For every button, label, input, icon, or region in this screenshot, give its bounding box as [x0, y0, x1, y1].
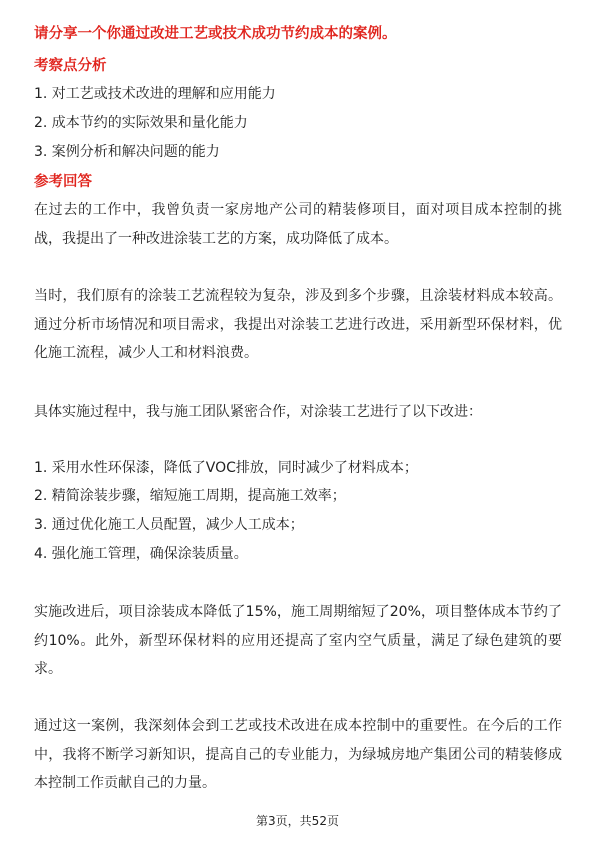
- analysis-item: 2. 成本节约的实际效果和量化能力: [34, 115, 248, 131]
- question-title: 请分享一个你通过改进工艺或技术成功节约成本的案例。: [34, 26, 397, 42]
- answer-paragraph-2: 当时，我们原有的涂装工艺流程较为复杂，涉及到多个步骤，且涂装材料成本较高。通过分析市场情况和项目需求，我提出对涂装工艺进行改进，采用新型环保材料，优化施工流程，减少人工和材料浪费。: [34, 288, 562, 361]
- answer-paragraph-3: 具体实施过程中，我与施工团队紧密合作，对涂装工艺进行了以下改进：: [34, 404, 482, 420]
- answer-paragraph-5: 通过这一案例，我深刻体会到工艺或技术改进在成本控制中的重要性。在今后的工作中，我将不断学习新知识，提高自己的专业能力，为绿城房地产集团公司的精装修成本控制工作贡献自己的力量。: [34, 718, 562, 791]
- analysis-item: 3. 案例分析和解决问题的能力: [34, 144, 220, 160]
- improvement-list-item: 1. 采用水性环保漆，降低了VOC排放，同时减少了材料成本；: [34, 460, 418, 476]
- improvement-list-item: 2. 精简涂装步骤，缩短施工周期，提高施工效率；: [34, 488, 346, 504]
- page-footer: 第3页，共52页: [256, 814, 339, 828]
- answer-paragraph-4: 实施改进后，项目涂装成本降低了15%，施工周期缩短了20%，项目整体成本节约了约10%。此外，新型环保材料的应用还提高了室内空气质量，满足了绿色建筑的要求。: [34, 604, 562, 677]
- answer-heading: 参考回答: [34, 174, 92, 190]
- answer-paragraph-1: 在过去的工作中，我曾负责一家房地产公司的精装修项目，面对项目成本控制的挑战，我提出了一种改进涂装工艺的方案，成功降低了成本。: [34, 202, 562, 247]
- improvement-list-item: 4. 强化施工管理，确保涂装质量。: [34, 546, 248, 562]
- analysis-item: 1. 对工艺或技术改进的理解和应用能力: [34, 86, 276, 102]
- analysis-heading: 考察点分析: [34, 58, 107, 74]
- improvement-list-item: 3. 通过优化施工人员配置，减少人工成本；: [34, 517, 304, 533]
